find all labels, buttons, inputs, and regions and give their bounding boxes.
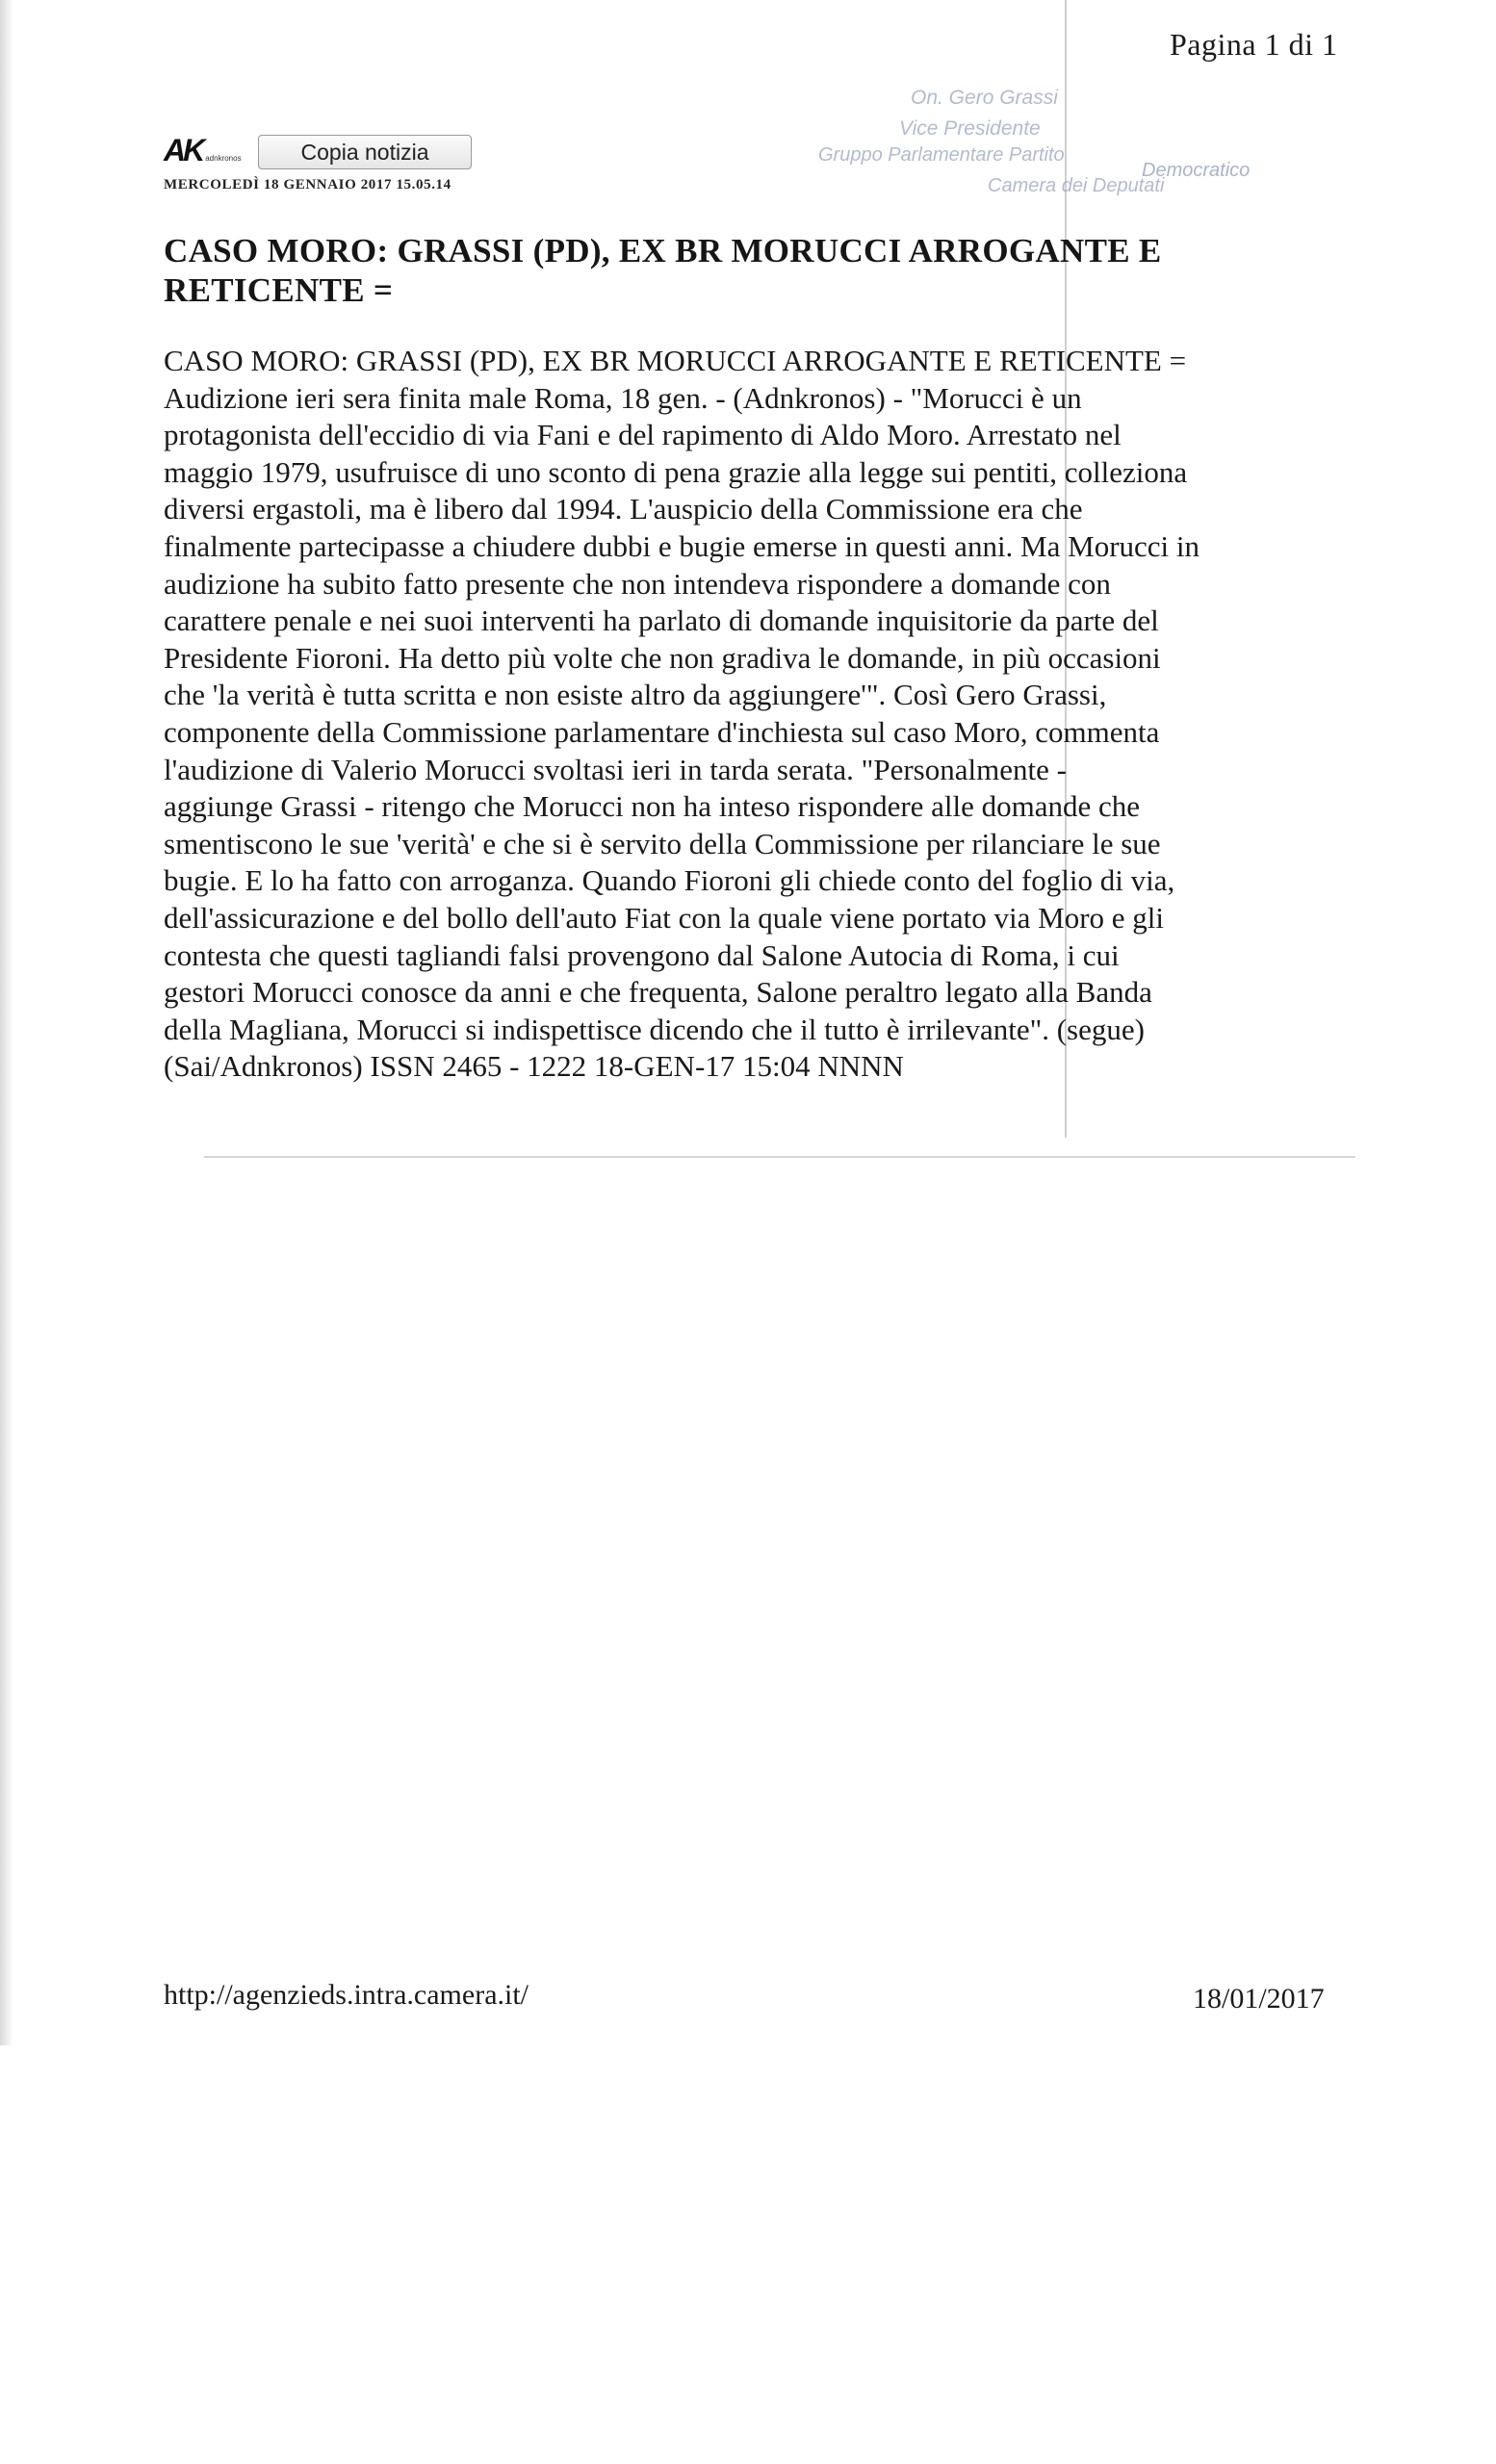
body-line: CASO MORO: GRASSI (PD), EX BR MORUCCI ARROGANTE E RETICENTE = <box>164 344 1187 377</box>
page-indicator: Pagina 1 di 1 <box>1170 27 1338 62</box>
body-line: aggiunge Grassi - ritengo che Morucci non ha inteso rispondere alle domande che <box>164 789 1141 824</box>
stamp-line-role: Vice Presidente <box>899 117 1041 140</box>
article-divider <box>204 1156 1355 1158</box>
body-line: dell'assicurazione e del bollo dell'auto Fiat con la quale viene portato via Moro e gli <box>164 900 1165 935</box>
body-line: gestori Morucci conosce da anni e che frequenta, Salone peraltro legato alla Banda <box>164 975 1152 1010</box>
adnkronos-logo <box>164 133 242 167</box>
headline-line: CASO MORO: GRASSI (PD), EX BR MORUCCI ARROGANTE E <box>164 232 1162 270</box>
body-line: componente della Commissione parlamentare d'inchiesta sul caso Moro, commenta <box>164 714 1160 749</box>
body-line: Presidente Fioroni. Ha detto più volte che non gradiva le domande, in più occasioni <box>164 640 1161 675</box>
footer-url: http://agenzieds.intra.camera.it/ <box>164 1979 529 2011</box>
stamp-line-party: Democratico <box>1142 160 1251 181</box>
body-line: smentiscono le sue 'verità' e che si è servito della Commissione per rilanciare le sue <box>164 826 1161 860</box>
article-body <box>164 343 1372 1086</box>
body-line: contesta che questi tagliandi falsi provengono dal Salone Autocia di Roma, i cui <box>164 937 1120 972</box>
dateline: MERCOLEDÌ 18 GENNAIO 2017 15.05.14 <box>164 177 451 192</box>
body-line: bugie. E lo ha fatto con arroganza. Quando Fioroni gli chiede conto del foglio di via, <box>164 863 1175 898</box>
body-line: finalmente partecipasse a chiudere dubbi e bugie emerse in questi anni. Ma Morucci in <box>164 528 1200 563</box>
article-headline <box>164 231 1300 310</box>
scan-shadow-edge <box>0 0 13 2045</box>
copy-news-button[interactable]: Copia notizia <box>258 135 472 169</box>
body-line: protagonista dell'eccidio di via Fani e del rapimento di Aldo Moro. Arrestato nel <box>164 418 1122 452</box>
body-line: della Magliana, Morucci si indispettisce dicendo che il tutto è irrilevante". (segue) <box>164 1012 1145 1046</box>
body-line: Audizione ieri sera finita male Roma, 18 gen. - (Adnkronos) - "Morucci è un <box>164 380 1082 415</box>
body-line: che 'la verità è tutta scritta e non esiste altro da aggiungere'". Così Gero Grassi, <box>164 678 1107 712</box>
stamp-line-name: On. Gero Grassi <box>911 87 1058 109</box>
body-line: (Sai/Adnkronos) ISSN 2465 - 1222 18-GEN-17 15:04 NNNN <box>164 1049 904 1084</box>
body-line: audizione ha subito fatto presente che non intendeva rispondere a domande con <box>164 566 1111 601</box>
adnkronos-logo-icon: AK <box>164 133 203 167</box>
body-line: l'audizione di Valerio Morucci svoltasi ieri in tarda serata. "Personalmente - <box>164 752 1067 786</box>
headline-line: RETICENTE = <box>164 271 394 309</box>
logo-text: adnkronos <box>205 154 242 163</box>
footer-date: 18/01/2017 <box>1193 1983 1325 2015</box>
body-line: diversi ergastoli, ma è libero dal 1994. L'auspicio della Commissione era che <box>164 492 1083 526</box>
body-line: carattere penale e nei suoi interventi ha parlato di domande inquisitorie da parte del <box>164 603 1159 638</box>
stamp-line-group: Gruppo Parlamentare Partito <box>818 144 1065 166</box>
stamp-line-chamber: Camera dei Deputati <box>988 175 1165 196</box>
body-line: maggio 1979, usufruisce di uno sconto di pena grazie alla legge sui pentiti, colleziona <box>164 454 1188 489</box>
